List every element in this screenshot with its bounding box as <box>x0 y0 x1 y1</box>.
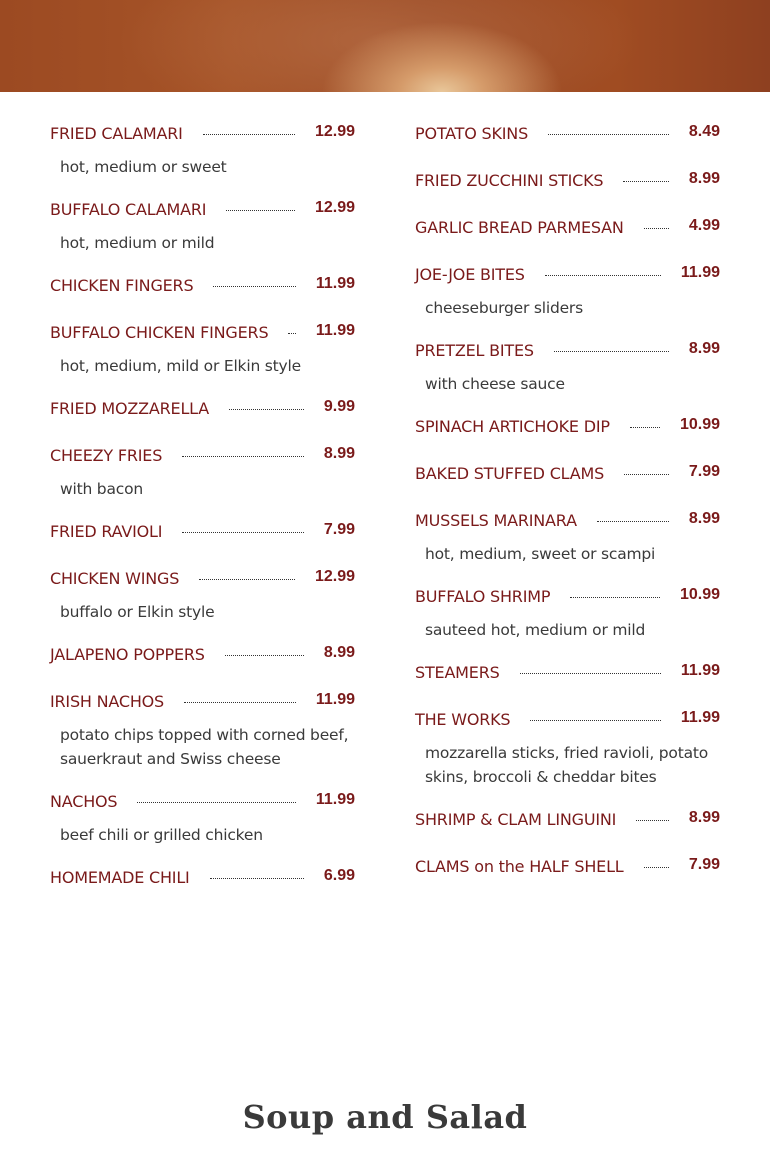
menu-item-description: buffalo or Elkin style <box>60 603 215 621</box>
menu-item-name: FRIED MOZZARELLA <box>50 398 209 418</box>
menu-item-row <box>50 317 355 347</box>
menu-item-name: SPINACH ARTICHOKE DIP <box>415 416 610 436</box>
menu-item-description: hot, medium or sweet <box>60 158 227 176</box>
menu-item-price: 9.99 <box>323 398 355 415</box>
menu-item-price: 6.99 <box>323 867 355 884</box>
menu-item-price: 8.99 <box>688 809 720 826</box>
dotted-leader <box>520 673 661 674</box>
dotted-leader <box>137 802 295 803</box>
menu-item-row <box>415 118 720 148</box>
menu-column-left <box>50 118 355 909</box>
section-title: Soup and Salad <box>242 1098 528 1136</box>
menu-item-row <box>50 516 355 546</box>
dotted-leader <box>184 702 296 703</box>
menu-item-row <box>50 639 355 669</box>
menu-item-name: BUFFALO CALAMARI <box>50 199 207 219</box>
menu-item-row <box>415 505 720 535</box>
header-banner-image <box>0 0 770 92</box>
menu-item-row <box>50 786 355 816</box>
dotted-leader <box>636 820 669 821</box>
menu-item-price: 8.49 <box>688 123 720 140</box>
dotted-leader <box>597 521 669 522</box>
menu-item <box>50 317 355 378</box>
menu-item <box>50 862 355 892</box>
menu-item-name: STEAMERS <box>415 662 500 682</box>
menu-item-name: POTATO SKINS <box>415 123 529 143</box>
menu-item-description: cheeseburger sliders <box>425 299 583 317</box>
menu-item-row <box>50 118 355 148</box>
menu-item-row <box>415 804 720 834</box>
dotted-leader <box>210 878 304 879</box>
menu-item <box>50 639 355 669</box>
menu-item <box>50 786 355 847</box>
menu-item-row <box>415 259 720 289</box>
menu-item <box>415 212 720 242</box>
menu-item-price: 7.99 <box>688 856 720 873</box>
menu-item-name: CHICKEN WINGS <box>50 568 180 588</box>
menu-item <box>50 563 355 624</box>
menu-item-name: SHRIMP & CLAM LINGUINI <box>415 809 617 829</box>
menu-item-name: PRETZEL BITES <box>415 340 534 360</box>
dotted-leader <box>530 720 660 721</box>
menu-item-name: NACHOS <box>50 791 118 811</box>
menu-item-description: hot, medium, mild or Elkin style <box>60 357 301 375</box>
dotted-leader <box>624 474 669 475</box>
dotted-leader <box>203 134 295 135</box>
menu-item <box>50 270 355 300</box>
dotted-leader <box>182 456 304 457</box>
menu-item-description: hot, medium or mild <box>60 234 215 252</box>
menu-item-price: 10.99 <box>679 416 720 433</box>
menu-item-row <box>50 194 355 224</box>
menu-item-description: potato chips topped with corned beef, sauerkraut and Swiss cheese <box>60 726 349 768</box>
menu-item-price: 11.99 <box>315 275 355 292</box>
menu-item-name: MUSSELS MARINARA <box>415 510 577 530</box>
menu-item-row <box>415 851 720 881</box>
menu-item-price: 10.99 <box>679 586 720 603</box>
menu-item-description: with bacon <box>60 480 143 498</box>
menu-item-price: 8.99 <box>688 340 720 357</box>
menu-item-row <box>415 581 720 611</box>
menu-item <box>50 440 355 501</box>
menu-item <box>415 581 720 642</box>
dotted-leader <box>182 532 304 533</box>
menu-item-description: hot, medium, sweet or scampi <box>425 545 656 563</box>
menu-item-name: CHEEZY FRIES <box>50 445 163 465</box>
menu-item-price: 11.99 <box>680 662 720 679</box>
menu-item-row <box>50 393 355 423</box>
menu-item <box>50 393 355 423</box>
menu-item-price: 11.99 <box>680 709 720 726</box>
menu-item <box>415 657 720 687</box>
menu-item-row <box>50 686 355 716</box>
menu-item-price: 11.99 <box>315 691 355 708</box>
menu-column-right <box>415 118 720 898</box>
menu-item-price: 8.99 <box>323 445 355 462</box>
menu-item-price: 12.99 <box>314 568 355 585</box>
menu-item-price: 11.99 <box>315 791 355 808</box>
dotted-leader <box>630 427 660 428</box>
menu-item <box>415 851 720 881</box>
menu-item-row <box>415 411 720 441</box>
menu-item <box>50 686 355 771</box>
menu-item-name: FRIED ZUCCHINI STICKS <box>415 170 604 190</box>
menu-item-row <box>415 212 720 242</box>
menu-item <box>415 335 720 396</box>
menu-item-name: GARLIC BREAD PARMESAN <box>415 217 624 237</box>
dotted-leader <box>288 333 295 334</box>
menu-item-name: JALAPENO POPPERS <box>50 644 205 664</box>
dotted-leader <box>213 286 295 287</box>
menu-item-row <box>415 335 720 365</box>
dotted-leader <box>623 181 668 182</box>
menu-item-row <box>50 270 355 300</box>
dotted-leader <box>554 351 669 352</box>
menu-item-price: 4.99 <box>688 217 720 234</box>
menu-item <box>415 804 720 834</box>
menu-item-name: HOMEMADE CHILI <box>50 867 190 887</box>
dotted-leader <box>644 867 669 868</box>
menu-item-description: sauteed hot, medium or mild <box>425 621 646 639</box>
menu-item-name: FRIED CALAMARI <box>50 123 183 143</box>
menu-item <box>415 505 720 566</box>
menu-item <box>415 259 720 320</box>
menu-item <box>415 165 720 195</box>
menu-item <box>415 411 720 441</box>
dotted-leader <box>199 579 295 580</box>
menu-item-name: JOE-JOE BITES <box>415 264 525 284</box>
menu-item <box>415 118 720 148</box>
menu-item-name: CLAMS on the HALF SHELL <box>415 856 624 876</box>
dotted-leader <box>229 409 304 410</box>
menu-item-name: THE WORKS <box>415 709 511 729</box>
menu-item-name: BUFFALO CHICKEN FINGERS <box>50 322 269 342</box>
menu-item-name: IRISH NACHOS <box>50 691 165 711</box>
menu-item-price: 7.99 <box>688 463 720 480</box>
menu-item-price: 7.99 <box>323 521 355 538</box>
dotted-leader <box>644 228 669 229</box>
menu-item-row <box>50 440 355 470</box>
menu-item-price: 11.99 <box>315 322 355 339</box>
menu-item-name: CHICKEN FINGERS <box>50 275 194 295</box>
dotted-leader <box>548 134 669 135</box>
menu-item-name: BAKED STUFFED CLAMS <box>415 463 605 483</box>
menu-item <box>415 458 720 488</box>
menu-item-price: 12.99 <box>314 123 355 140</box>
menu-item-price: 8.99 <box>688 170 720 187</box>
menu-item-name: BUFFALO SHRIMP <box>415 586 551 606</box>
menu-item <box>50 516 355 546</box>
menu-item-description: beef chili or grilled chicken <box>60 826 263 844</box>
dotted-leader <box>226 210 295 211</box>
menu-item-name: FRIED RAVIOLI <box>50 521 163 541</box>
menu-item-price: 11.99 <box>680 264 720 281</box>
menu-item-description: mozzarella sticks, fried ravioli, potato skins, broccoli & cheddar bites <box>425 744 709 786</box>
menu-item <box>415 704 720 789</box>
menu-item-row <box>415 704 720 734</box>
menu-item-row <box>415 165 720 195</box>
dotted-leader <box>225 655 304 656</box>
menu-item-price: 12.99 <box>314 199 355 216</box>
dotted-leader <box>545 275 661 276</box>
menu-item-row <box>50 862 355 892</box>
menu-item <box>50 118 355 179</box>
menu-item-row <box>50 563 355 593</box>
menu-item-description: with cheese sauce <box>425 375 565 393</box>
dotted-leader <box>570 597 660 598</box>
menu-item-row <box>415 458 720 488</box>
menu-item-row <box>415 657 720 687</box>
menu-item <box>50 194 355 255</box>
menu-item-price: 8.99 <box>323 644 355 661</box>
menu-item-price: 8.99 <box>688 510 720 527</box>
